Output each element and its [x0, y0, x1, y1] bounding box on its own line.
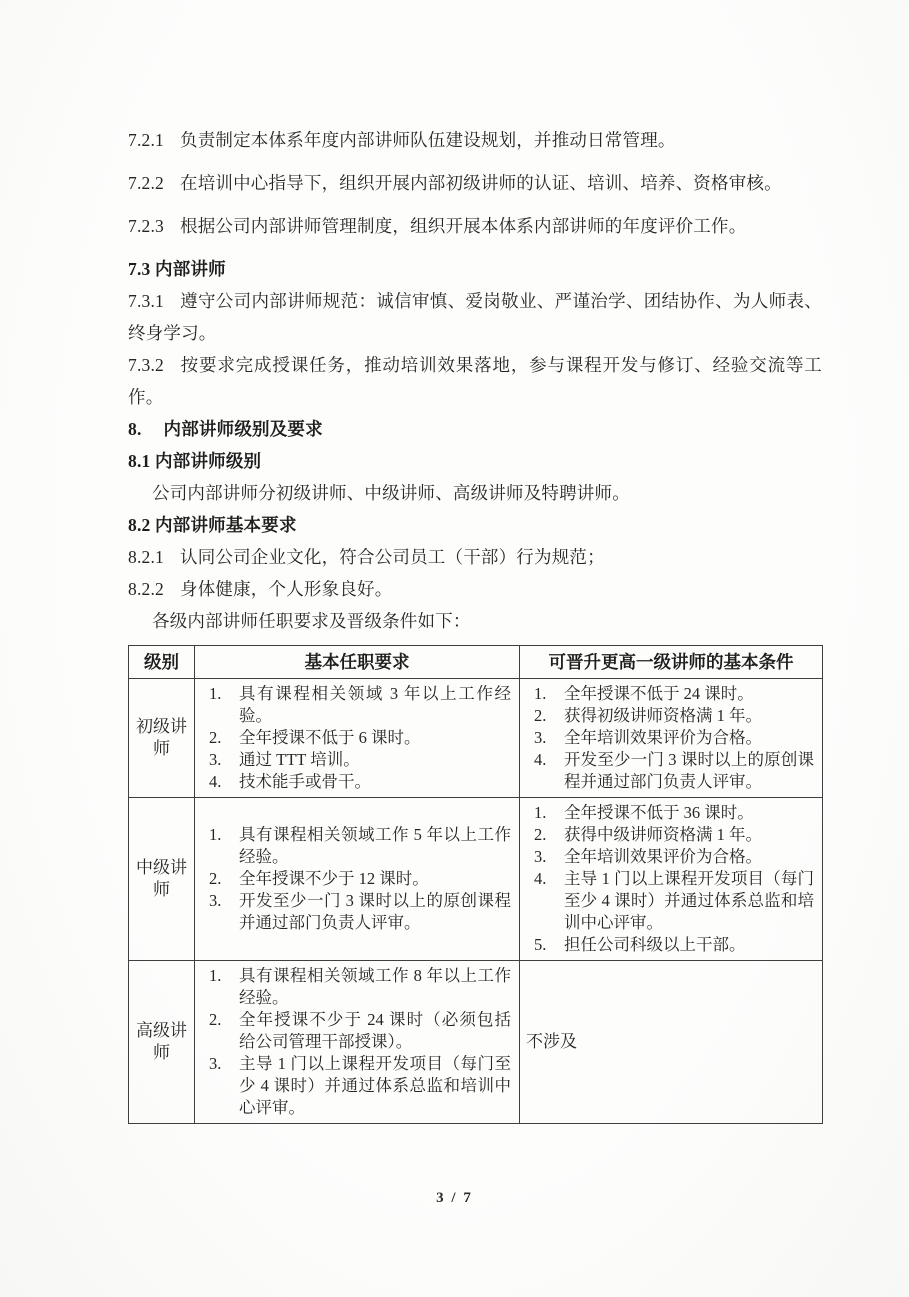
- requirements-cell: [195, 679, 520, 798]
- requirements-cell: [195, 961, 520, 1124]
- heading-7-3: 7.3 内部讲师: [128, 259, 226, 279]
- instructor-requirements-table: [128, 645, 823, 1124]
- list-item: 4. 技术能手或骨干。: [209, 772, 371, 791]
- level-cell: 初级讲师: [129, 679, 195, 798]
- list-item: 4. 开发至少一门 3 课时以上的原创课程并通过部门负责人评审。: [534, 750, 814, 791]
- document-body: [128, 124, 822, 1124]
- paragraph-levels: 公司内部讲师分初级讲师、中级讲师、高级讲师及特聘讲师。: [152, 483, 630, 503]
- list-item: 2. 全年授课不低于 6 课时。: [209, 728, 421, 747]
- heading-8-1: 8.1 内部讲师级别: [128, 451, 262, 471]
- promotion-list: [526, 683, 816, 793]
- clause-number: 7.2.3: [128, 216, 164, 236]
- clause-text: 遵守公司内部讲师规范：诚信审慎、爱岗敬业、严谨治学、团结协作、为人师表、终身学习。: [128, 291, 822, 343]
- list-item: 2. 全年授课不少于 12 课时。: [209, 869, 429, 888]
- clause-text: 认同公司企业文化，符合公司员工（干部）行为规范；: [180, 547, 605, 567]
- clause-number: 8.2.2: [128, 579, 164, 599]
- requirements-list: [201, 683, 513, 793]
- promotion-cell: [520, 798, 823, 961]
- section-title: 内部讲师级别及要求: [163, 419, 323, 439]
- table-row-intermediate: [129, 798, 823, 961]
- clause-text: 在培训中心指导下，组织开展内部初级讲师的认证、培训、培养、资格审核。: [180, 173, 782, 193]
- page-number: 3 / 7: [436, 1190, 473, 1206]
- promotion-cell: [520, 679, 823, 798]
- list-item: 1. 具有课程相关领域工作 5 年以上工作经验。: [209, 825, 511, 866]
- list-item: 1. 具有课程相关领域 3 年以上工作经验。: [209, 684, 511, 725]
- promotion-cell-not-applicable: 不涉及: [520, 961, 823, 1124]
- list-item: 1. 全年授课不低于 24 课时。: [534, 684, 754, 703]
- requirements-list: [201, 824, 513, 934]
- list-item: 4. 主导 1 门以上课程开发项目（每门至少 4 课时）并通过体系总监和培训中心评审。: [534, 869, 814, 932]
- list-item: 1. 具有课程相关领域工作 8 年以上工作经验。: [209, 966, 511, 1007]
- header-level: 级别: [129, 646, 195, 679]
- list-item: 1. 全年授课不低于 36 课时。: [534, 803, 754, 822]
- requirements-cell: [195, 798, 520, 961]
- list-item: 3. 全年培训效果评价为合格。: [534, 728, 762, 747]
- level-cell: 高级讲师: [129, 961, 195, 1124]
- clause-number: 7.3.2: [128, 355, 164, 375]
- clause-text: 身体健康，个人形象良好。: [180, 579, 393, 599]
- table-row-senior: [129, 961, 823, 1124]
- clause-number: 7.3.1: [128, 291, 164, 311]
- table-intro: 各级内部讲师任职要求及晋级条件如下：: [152, 611, 471, 631]
- clause-number: 7.2.2: [128, 173, 164, 193]
- paragraph-8-2-2: [128, 573, 822, 605]
- paragraph-8-2-1: [128, 541, 822, 573]
- table-row-junior: [129, 679, 823, 798]
- clause-number: 8.2.1: [128, 547, 164, 567]
- level-cell: 中级讲师: [129, 798, 195, 961]
- paragraph-7-3-2: [128, 349, 822, 413]
- clause-number: 7.2.1: [128, 130, 164, 150]
- list-item: 3. 全年培训效果评价为合格。: [534, 847, 762, 866]
- paragraph-7-2-2: [128, 167, 822, 199]
- clause-text: 按要求完成授课任务，推动培训效果落地，参与课程开发与修订、经验交流等工作。: [128, 355, 822, 407]
- list-item: 3. 通过 TTT 培训。: [209, 750, 360, 769]
- list-item: 3. 开发至少一门 3 课时以上的原创课程并通过部门负责人评审。: [209, 891, 511, 932]
- list-item: 2. 获得中级讲师资格满 1 年。: [534, 825, 762, 844]
- list-item: 3. 主导 1 门以上课程开发项目（每门至少 4 课时）并通过体系总监和培训中心评审。: [209, 1054, 511, 1117]
- list-item: 2. 获得初级讲师资格满 1 年。: [534, 706, 762, 725]
- header-basic-requirements: 基本任职要求: [195, 646, 520, 679]
- section-number: 8.: [128, 419, 142, 439]
- heading-8: [128, 413, 822, 445]
- paragraph-7-2-3: [128, 210, 822, 242]
- list-item: 2. 全年授课不少于 24 课时（必须包括给公司管理干部授课）。: [209, 1010, 511, 1051]
- header-promotion-conditions: 可晋升更高一级讲师的基本条件: [520, 646, 823, 679]
- list-item: 5. 担任公司科级以上干部。: [534, 935, 746, 954]
- clause-text: 负责制定本体系年度内部讲师队伍建设规划，并推动日常管理。: [180, 130, 676, 150]
- paragraph-7-3-1: [128, 285, 822, 349]
- promotion-list: [526, 802, 816, 956]
- requirements-list: [201, 965, 513, 1119]
- heading-8-2: 8.2 内部讲师基本要求: [128, 515, 297, 535]
- paragraph-7-2-1: [128, 124, 822, 156]
- table-header-row: [129, 646, 823, 679]
- clause-text: 根据公司内部讲师管理制度，组织开展本体系内部讲师的年度评价工作。: [180, 216, 747, 236]
